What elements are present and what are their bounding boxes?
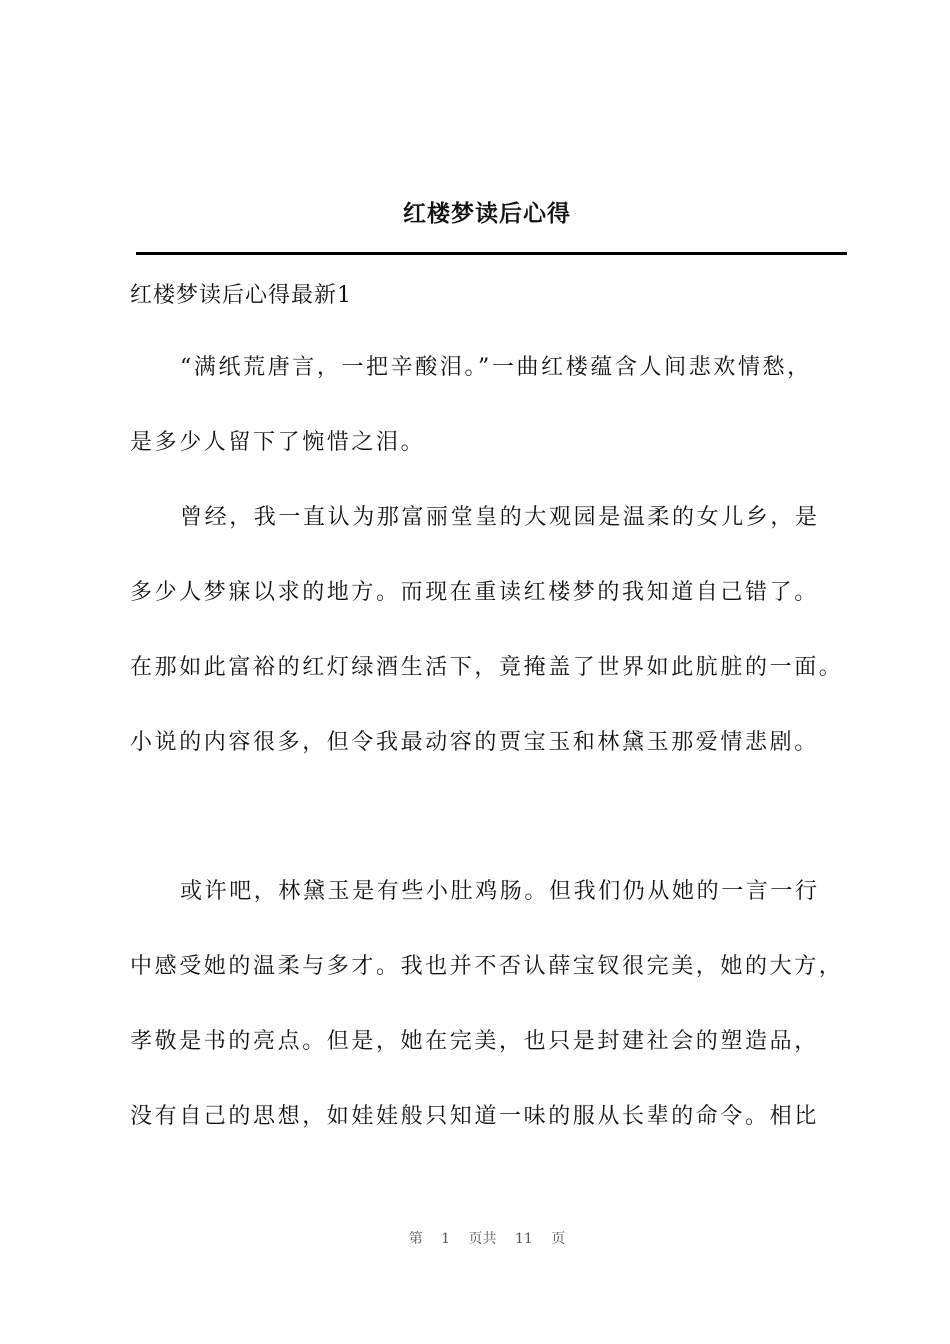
paragraph-2-line-4: 小说的内容很多，但令我最动容的贾宝玉和林黛玉那爱情悲剧。 — [130, 730, 819, 755]
footer-page-number: 1 — [441, 1231, 451, 1247]
footer-page-suffix: 页 — [551, 1231, 566, 1247]
footer-page-total: 11 — [515, 1231, 533, 1247]
page-footer — [0, 1228, 950, 1250]
paragraph-3-line-3: 孝敬是书的亮点。但是，她在完美，也只是封建社会的塑造品， — [130, 1029, 819, 1054]
page-title: 红楼梦读后心得 — [403, 200, 571, 227]
title-divider — [136, 252, 847, 255]
paragraph-3-line-4: 没有自己的思想，如娃娃般只知道一味的服从长辈的命令。相比 — [130, 1104, 819, 1129]
paragraph-3-line-2: 中感受她的温柔与多才。我也并不否认薛宝钗很完美，她的大方， — [130, 954, 844, 979]
paragraph-1-line-1: “满纸荒唐言，一把辛酸泪。”一曲红楼蕴含人间悲欢情愁， — [180, 355, 812, 380]
paragraph-1-line-2: 是多少人留下了惋惜之泪。 — [130, 430, 426, 455]
paragraph-3-line-1: 或许吧，林黛玉是有些小肚鸡肠。但我们仍从她的一言一行 — [180, 879, 820, 904]
document-subtitle: 红楼梦读后心得最新1 — [130, 283, 352, 308]
paragraph-2-line-3: 在那如此富裕的红灯绿酒生活下，竟掩盖了世界如此肮脏的一面。 — [130, 655, 844, 680]
paragraph-2-line-2: 多少人梦寐以求的地方。而现在重读红楼梦的我知道自己错了。 — [130, 580, 819, 605]
footer-page-middle: 页共 — [468, 1231, 497, 1247]
paragraph-2-line-1: 曾经，我一直认为那富丽堂皇的大观园是温柔的女儿乡，是 — [180, 505, 820, 530]
footer-page-prefix: 第 — [408, 1231, 423, 1247]
